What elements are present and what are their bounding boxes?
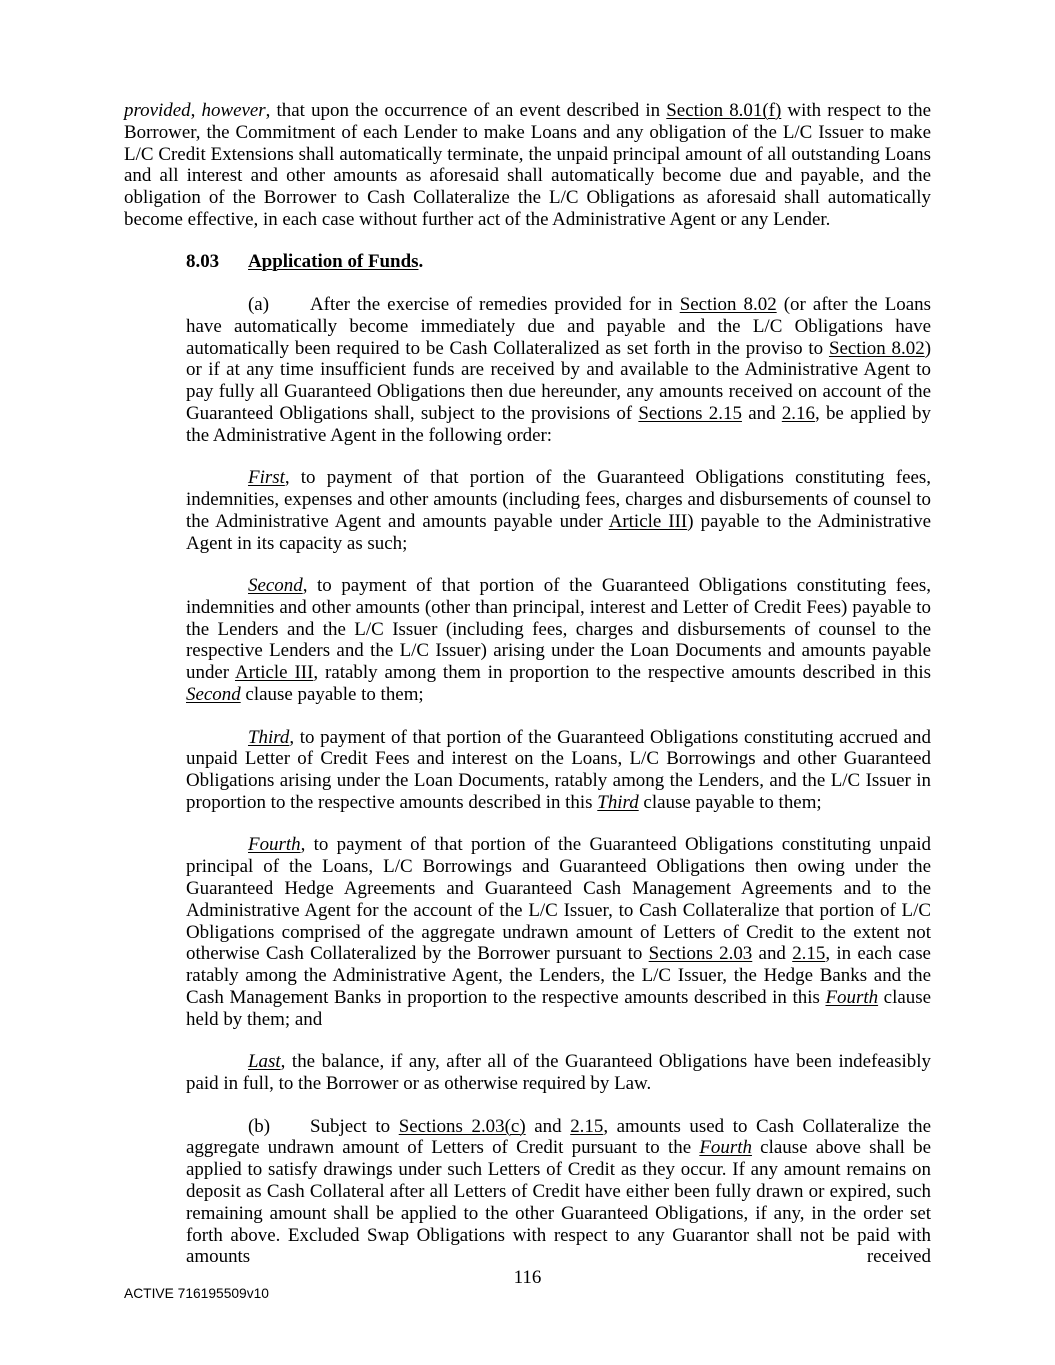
- paragraph-text: After the exercise of remedies provided for in: [310, 293, 680, 315]
- clause-reference: Third: [597, 791, 639, 813]
- paragraph-text: , to payment of that portion of the Guaranteed Obligations constituting fees, indemnities and other amounts (other than principal, interest and Letter of Credit Fees) payable to the Lenders and the L/C Issuer (including fees, charges and disbursements of counsel to the respective Lenders and the L/C Issuer) arising under the Loan Documents and amounts payable under: [186, 575, 931, 684]
- cross-reference: Section 8.02: [828, 337, 925, 359]
- paragraph-text: ) payable to the Administrative Agent in its capacity as such;: [186, 510, 932, 554]
- paragraph-text: clause payable to them;: [240, 684, 424, 706]
- cross-reference: 2.15: [792, 943, 826, 965]
- paragraph-text: with respect to the Borrower, the Commitment of each Lender to make Loans and any obligation of the L/C Issuer to make L/C Credit Extensions shall automatically terminate, the unpaid principal amount of all outstanding Loans and all interest and other amounts as aforesaid shall automatically become due and payable, and the obligation of the Borrower to Cash Collateralize the L/C Obligations as aforesaid shall automatically become effective, in each case without further act of the Administrative Agent or any Lender.: [124, 100, 932, 230]
- paragraph-text: , be applied by the Administrative Agent in the following order:: [186, 402, 931, 446]
- paragraph-text: and: [752, 943, 793, 965]
- cross-reference: Sections 2.15: [638, 402, 742, 424]
- paragraph-text: clause held by them; and: [186, 987, 931, 1030]
- cross-reference: Section 8.02: [679, 293, 777, 315]
- clause-last: [186, 1051, 931, 1095]
- paragraph-text: Subject to: [310, 1115, 399, 1137]
- paragraph-text: ,: [190, 100, 202, 121]
- clause-reference: Fourth: [825, 987, 879, 1009]
- paragraph-b: [186, 1116, 931, 1269]
- paragraph-text: and: [525, 1115, 571, 1137]
- cross-reference: 2.16: [781, 402, 815, 424]
- paragraph-text: , to payment of that portion of the Guaranteed Obligations constituting fees, indemnities, expenses and other amounts (including fees, charges and disbursements of counsel to the Administrative Agent and amounts payable under: [186, 467, 931, 532]
- italic-term: however: [201, 100, 266, 121]
- continuation-paragraph: [124, 100, 931, 231]
- clause-reference: Fourth: [699, 1137, 752, 1159]
- clause-second: [186, 575, 931, 706]
- clause-fourth: [186, 834, 931, 1030]
- paragraph-label: (a): [248, 293, 270, 315]
- paragraph-text: and: [741, 402, 782, 424]
- section-title: Application of Funds: [248, 251, 419, 273]
- clause-label: Last: [248, 1051, 281, 1073]
- clause-first: [186, 467, 931, 554]
- document-body: [124, 100, 931, 1289]
- clause-reference: Second: [186, 684, 241, 706]
- paragraph-text: , amounts used to Cash Collateralize the aggregate undrawn amount of Letters of Credit pursuant to the: [186, 1115, 931, 1159]
- paragraph-text: clause payable to them;: [638, 791, 822, 813]
- section-title-period: .: [418, 251, 424, 273]
- cross-reference: Article III: [608, 510, 688, 532]
- paragraph-text: ) or if at any time insufficient funds are received by and available to the Administrative Agent to pay fully all Guaranteed Obligations then due hereunder, any amounts received on account of the Guaranteed Obligations shall, subject to the provisions of: [186, 337, 932, 424]
- clause-label: Fourth: [248, 834, 301, 856]
- section-heading: [186, 251, 931, 273]
- cross-reference: Section 8.01(f): [666, 100, 782, 121]
- clause-label: Second: [248, 575, 303, 597]
- paragraph-text: , ratably among them in proportion to the respective amounts described in this: [313, 662, 932, 684]
- cross-reference: Article III: [234, 662, 314, 684]
- paragraph-text: , in each case ratably among the Administrative Agent, the Lenders, the L/C Issuer, the Hedge Banks and the Cash Management Banks in proportion to the respective amounts described in this: [186, 943, 931, 1009]
- italic-term: provided: [124, 100, 191, 121]
- paragraph-text: , to payment of that portion of the Guaranteed Obligations constituting accrued and unpaid Letter of Credit Fees and interest on the Loans, L/C Borrowings and other Guaranteed Obligations arising under the Loan Documents, ratably among the Lenders, and the L/C Issuer in proportion to the respective amounts described in this: [186, 726, 931, 813]
- paragraph-label: (b): [248, 1115, 271, 1137]
- cross-reference: Sections 2.03(c): [398, 1115, 526, 1137]
- cross-reference: 2.15: [570, 1115, 604, 1137]
- cross-reference: Sections 2.03: [648, 943, 753, 965]
- paragraph-text: , the balance, if any, after all of the Guaranteed Obligations have been indefeasibly paid in full, to the Borrower or as otherwise required by Law.: [186, 1051, 931, 1095]
- paragraph-a: [186, 294, 931, 447]
- paragraph-text: , to payment of that portion of the Guaranteed Obligations constituting unpaid principal of the Loans, L/C Borrowings and Guaranteed Obligations then owing under the Guaranteed Hedge Agreements and Guaranteed Cash Management Agreements and to the Administrative Agent for the account of the L/C Issuer, to Cash Collateralize that portion of L/C Obligations comprised of the aggregate undrawn amount of Letters of Credit to the extent not otherwise Cash Collateralized by the Borrower pursuant to: [186, 834, 931, 965]
- page-number: 116: [513, 1267, 542, 1288]
- paragraph-text: clause above shall be applied to satisfy drawings under such Letters of Credit as they occur. If any amount remains on deposit as Cash Collateral after all Letters of Credit have either been fully drawn or expired, such remaining amount shall be applied to the other Guaranteed Obligations, if any, in the order set forth above. Excluded Swap Obligations with respect to any Guarantor shall not be paid with amounts received: [186, 1137, 931, 1268]
- document-id: ACTIVE 716195509v10: [124, 1286, 269, 1301]
- paragraph-text: (or after the Loans have automatically become immediately due and payable and the L/C Obligations have automatically been required to be Cash Collateralized as set forth in the proviso to: [186, 293, 932, 359]
- paragraph-text: , that upon the occurrence of an event described in: [265, 100, 667, 121]
- section-number: 8.03: [186, 251, 220, 273]
- clause-label: First: [248, 467, 285, 489]
- clause-label: Third: [248, 726, 290, 748]
- clause-third: [186, 727, 931, 814]
